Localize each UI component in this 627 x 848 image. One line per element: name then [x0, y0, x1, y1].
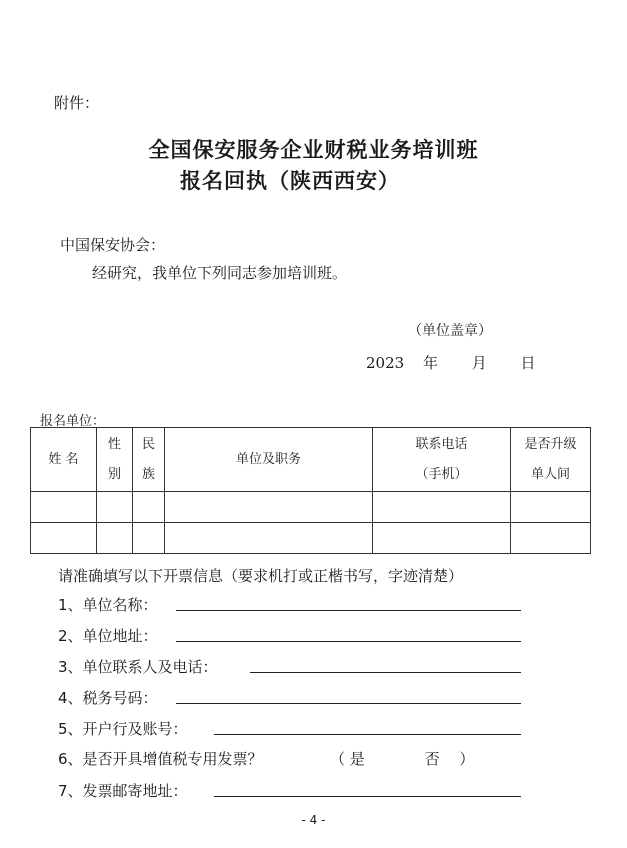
field-bank-account-line[interactable]	[214, 734, 521, 735]
field-mailing-address-line[interactable]	[214, 796, 521, 797]
header-upgrade-single-room: 是否升级 单人间	[511, 428, 591, 492]
header-name: 姓 名	[31, 428, 97, 492]
form-subtitle: 报名回执（陕西西安）	[180, 168, 400, 193]
field-unit-address-label: 2、单位地址：	[58, 627, 158, 645]
field-vat-invoice-label: 6、是否开具增值税专用发票？	[58, 750, 263, 768]
cell-unit-position[interactable]	[165, 492, 373, 523]
field-tax-number-label: 4、税务号码：	[58, 689, 158, 707]
cell-phone[interactable]	[373, 492, 511, 523]
invoice-instructions: 请准确填写以下开票信息（要求机打或正楷书写，字迹清楚）	[58, 567, 464, 585]
vat-open-paren: （	[330, 750, 346, 768]
vat-options	[330, 748, 474, 769]
cell-upgrade[interactable]	[511, 523, 591, 554]
header-gender: 性 别	[97, 428, 133, 492]
header-unit-position: 单位及职务	[165, 428, 373, 492]
cell-ethnicity[interactable]	[133, 492, 165, 523]
field-mailing-address-label: 7、发票邮寄地址：	[58, 782, 188, 800]
date-line: 2023 年 月 日	[366, 354, 536, 372]
cell-gender[interactable]	[97, 523, 133, 554]
field-tax-number-line[interactable]	[176, 703, 521, 704]
table-row	[31, 492, 591, 523]
registration-unit-label: 报名单位：	[40, 414, 106, 429]
field-bank-account-label: 5、开户行及账号：	[58, 720, 188, 738]
field-unit-name-line[interactable]	[176, 610, 521, 611]
vat-close-paren: ）	[459, 750, 475, 768]
header-ethnicity: 民 族	[133, 428, 165, 492]
field-contact-phone-label: 3、单位联系人及电话：	[58, 658, 218, 676]
page-number: - 4 -	[301, 813, 326, 827]
field-unit-name-label: 1、单位名称：	[58, 596, 158, 614]
registration-table	[30, 427, 591, 554]
vat-option-yes[interactable]: 是	[349, 750, 365, 768]
table-row	[31, 523, 591, 554]
field-unit-address-line[interactable]	[176, 641, 521, 642]
cell-name[interactable]	[31, 523, 97, 554]
form-title: 全国保安服务企业财税业务培训班	[148, 137, 479, 162]
cell-upgrade[interactable]	[511, 492, 591, 523]
cell-gender[interactable]	[97, 492, 133, 523]
stamp-note: （单位盖章）	[408, 323, 492, 339]
body-text: 经研究，我单位下列同志参加培训班。	[92, 264, 348, 282]
header-phone: 联系电话 （手机）	[373, 428, 511, 492]
cell-ethnicity[interactable]	[133, 523, 165, 554]
cell-phone[interactable]	[373, 523, 511, 554]
table-header-row	[31, 428, 591, 492]
field-contact-phone-line[interactable]	[250, 672, 521, 673]
cell-unit-position[interactable]	[165, 523, 373, 554]
attachment-label: 附件：	[54, 94, 100, 112]
vat-option-no[interactable]: 否	[424, 750, 440, 768]
cell-name[interactable]	[31, 492, 97, 523]
salutation: 中国保安协会：	[60, 236, 166, 254]
